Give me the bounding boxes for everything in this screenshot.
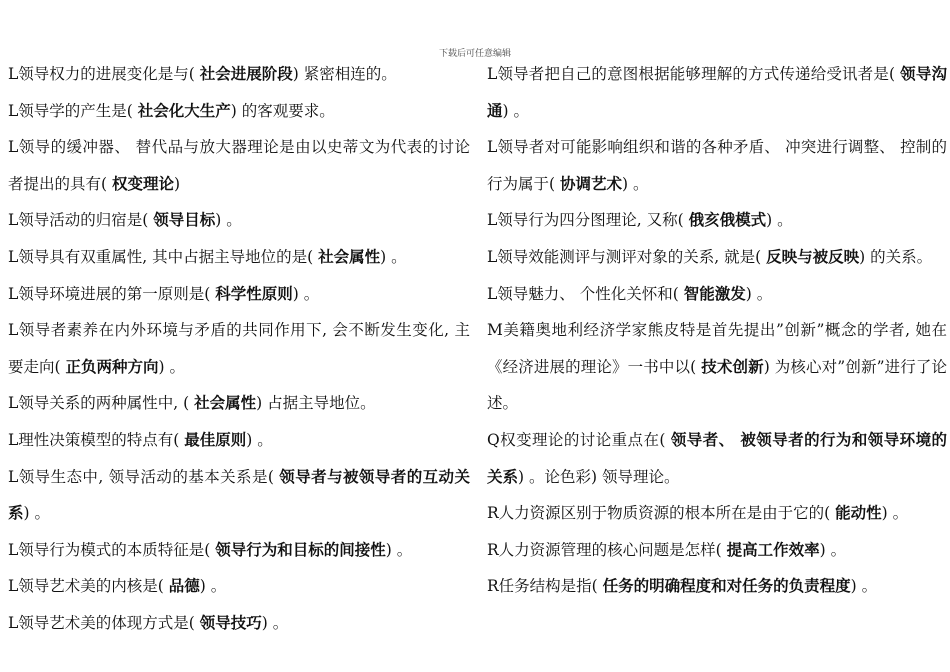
question-suffix: ) 。 (819, 540, 847, 559)
answer-text: 领导行为和目标的间接性 (215, 540, 386, 559)
question-item (8, 276, 470, 313)
answer-text: 社会属性 (194, 394, 257, 413)
question-text: L领导魅力、 个性化关怀和( (487, 284, 684, 303)
question-item (8, 459, 470, 532)
question-text: L领导艺术美的内核是( (8, 577, 169, 596)
question-suffix: ) 的关系。 (859, 247, 933, 266)
question-text: Q权变理论的讨论重点在( (487, 430, 671, 449)
question-text: L领导学的产生是( (8, 101, 138, 120)
answer-text: 领导沟通 (487, 65, 947, 120)
question-item (8, 568, 470, 605)
question-suffix: ) 。 (502, 101, 529, 120)
answer-text: 社会化大生产 (137, 101, 231, 120)
question-text: L领导活动的归宿是( (8, 211, 154, 230)
question-text: L领导效能测评与测评对象的关系, 就是( (487, 247, 767, 266)
question-item (487, 129, 947, 202)
answer-text: 最佳原则 (184, 430, 247, 449)
question-item (487, 239, 947, 276)
answer-text: 任务的明确程度和对任务的负责程度 (602, 577, 851, 596)
question-text: L领导的缓冲器、 替代品与放大器理论是由以史蒂文为代表的讨论者提出的具有( (8, 138, 470, 193)
page-header: 下载后可任意编辑 (438, 49, 511, 59)
question-suffix: ) 。 (766, 211, 793, 230)
question-text: L领导者把自己的意图根据能够理解的方式传递给受讯者是( (487, 65, 901, 83)
question-suffix: ) 。 (215, 211, 242, 230)
question-item (8, 93, 470, 130)
right-column (487, 56, 947, 605)
answer-text: 正负两种方向 (65, 357, 159, 376)
question-text: L领导艺术美的体现方式是( (8, 613, 200, 632)
question-text: R人力资源管理的核心问题是怎样( (487, 540, 727, 559)
answer-text: 能动性 (835, 504, 882, 523)
question-item (8, 532, 470, 569)
question-item (8, 312, 470, 385)
question-suffix: ) 的客观要求。 (230, 101, 335, 120)
question-item (487, 495, 947, 532)
question-text: L理性决策模型的特点有( (8, 430, 185, 449)
question-suffix: ) 。 (292, 284, 320, 303)
answer-text: 社会属性 (318, 247, 381, 266)
question-suffix: ) (174, 174, 181, 193)
answer-text: 提高工作效率 (726, 540, 820, 559)
answer-text: 协调艺术 (559, 174, 622, 193)
question-item (8, 56, 470, 93)
question-suffix: ) 。 (158, 357, 185, 376)
answer-text: 领导者、 被领导者的行为和领导环境的关系 (487, 430, 947, 486)
answer-text: 技术创新 (701, 357, 764, 376)
question-suffix: ) 为核心对”创新”进行了论述。 (487, 357, 947, 413)
answer-text: 领导技巧 (199, 613, 262, 632)
question-item (8, 422, 470, 459)
question-suffix: ) 。 (385, 540, 413, 559)
left-column (8, 56, 470, 642)
question-text: R任务结构是指( (487, 577, 603, 596)
answer-text: 智能激发 (683, 284, 746, 303)
question-item (487, 276, 947, 313)
question-suffix: ) 。论色彩) 领导理论。 (518, 467, 680, 486)
question-text: L领导生态中, 领导活动的基本关系是( (8, 467, 280, 486)
question-item (487, 56, 947, 129)
question-suffix: ) 。 (745, 284, 773, 303)
question-suffix: ) 。 (246, 430, 273, 449)
question-item (8, 239, 470, 276)
question-text: L领导环境进展的第一原则是( (8, 284, 216, 303)
answer-text: 反映与被反映 (766, 247, 860, 266)
question-item (487, 422, 947, 495)
question-text: R人力资源区别于物质资源的根本所在是由于它的( (487, 504, 836, 523)
question-text: L领导关系的两种属性中, ( (8, 394, 195, 413)
question-text: M美籍奥地利经济学家熊皮特是首先提出”创新”概念的学者, 她在《经济进展的理论》一书中以( (487, 321, 947, 376)
question-text: L领导者对可能影响组织和谐的各种矛盾、 冲突进行调整、 控制的行为属于( (487, 138, 947, 193)
question-item (487, 532, 947, 569)
question-item (8, 385, 470, 422)
question-text: L领导权力的进展变化是与( (8, 65, 200, 83)
question-suffix: ) 。 (622, 174, 649, 193)
question-suffix: ) 。 (881, 504, 909, 523)
question-item (487, 202, 947, 239)
question-item (487, 312, 947, 422)
question-suffix: ) 。 (199, 577, 227, 596)
question-item (8, 202, 470, 239)
question-item (8, 605, 470, 642)
question-suffix: ) 。 (850, 577, 878, 596)
answer-text: 科学性原则 (215, 284, 293, 303)
question-suffix: ) 。 (261, 613, 289, 632)
question-text: L领导行为模式的本质特征是( (8, 540, 216, 559)
question-item (8, 129, 470, 202)
question-text: L领导者素养在内外环境与矛盾的共同作用下, 会不断发生变化, 主要走向( (8, 321, 470, 376)
answer-text: 权变理论 (111, 174, 174, 193)
question-suffix: ) 紧密相连的。 (292, 65, 397, 83)
question-text: L领导具有双重属性, 其中占据主导地位的是( (8, 247, 319, 266)
answer-text: 社会进展阶段 (199, 65, 293, 83)
answer-text: 领导者与被领导者的互动关系 (8, 467, 470, 523)
question-text: L领导行为四分图理论, 又称( (487, 211, 689, 230)
question-suffix: ) 。 (23, 504, 50, 523)
answer-text: 领导目标 (153, 211, 216, 230)
question-item (487, 568, 947, 605)
answer-text: 俄亥俄模式 (688, 211, 767, 230)
question-suffix: ) 占据主导地位。 (256, 394, 376, 413)
answer-text: 品德 (168, 577, 200, 596)
question-suffix: ) 。 (380, 247, 407, 266)
